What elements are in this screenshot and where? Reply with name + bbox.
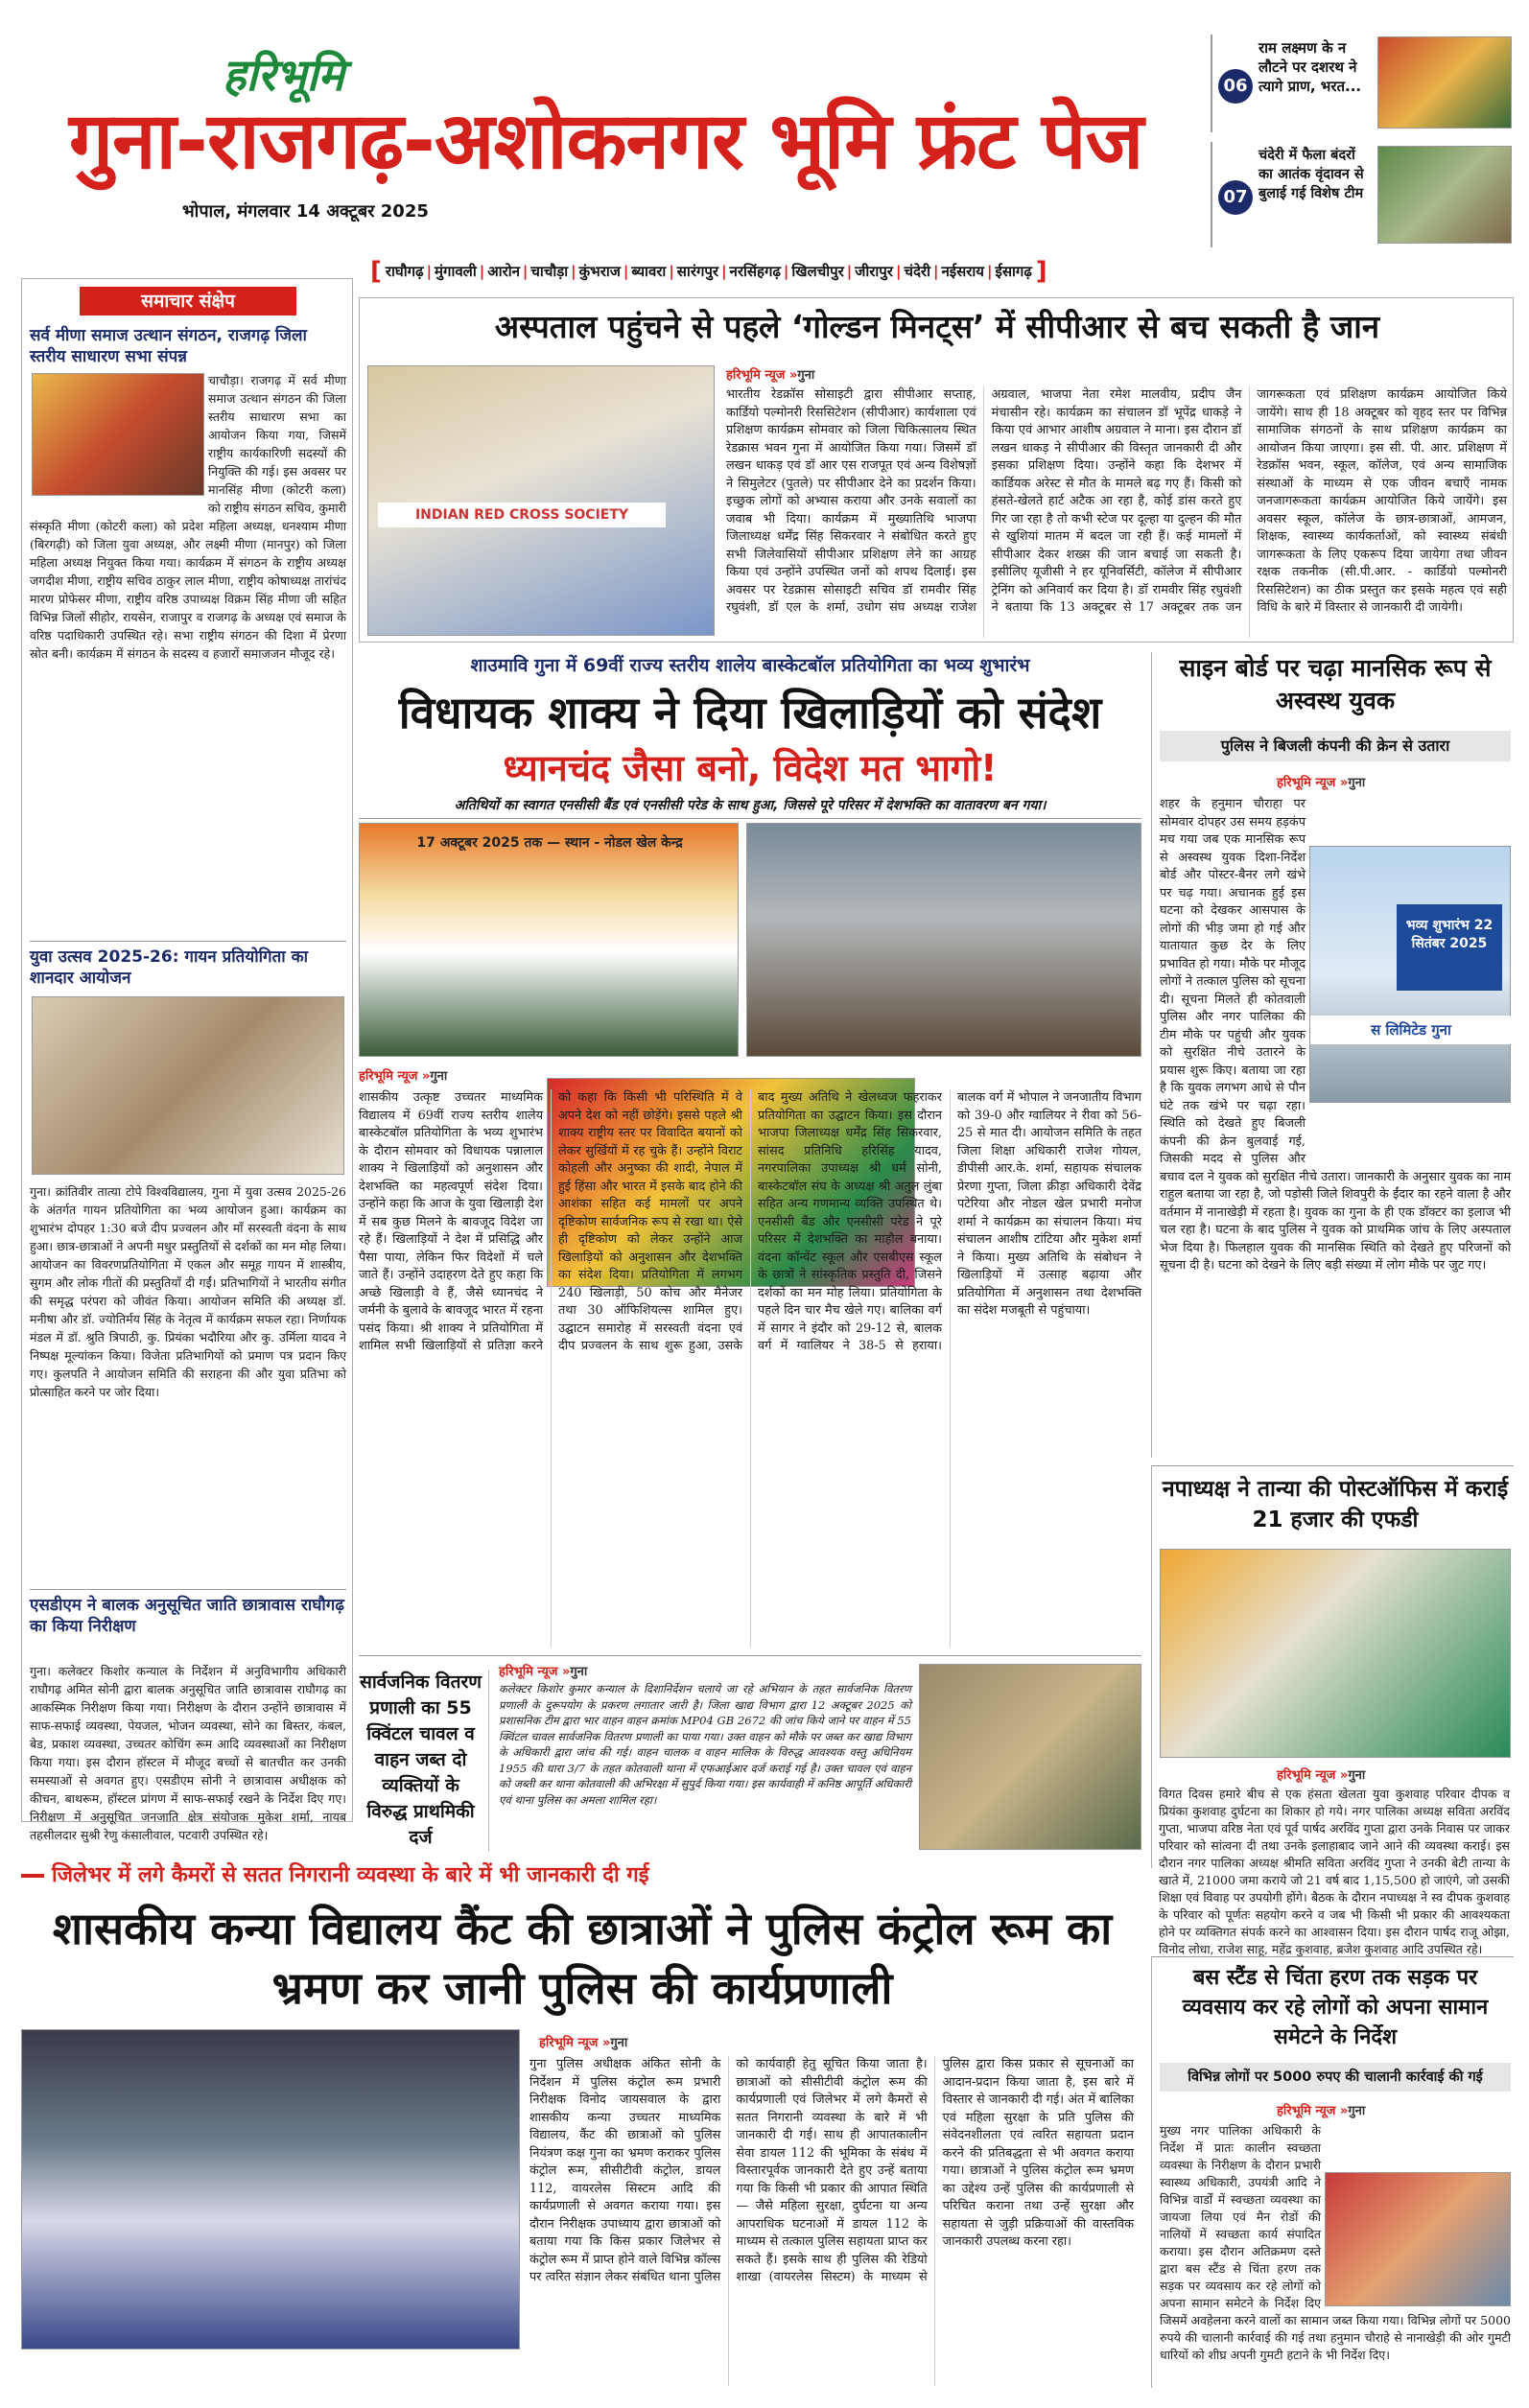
story-body: शहर के हनुमान चौराहा पर सोमवार दोपहर उस समय हड़कंप मच गया जब एक मानसिक रूप से अस्वस्थ युवक दिशा-निर्देश बोर्ड और पोस्टर-बैनर लगे खंभे पर चढ़ गया। अचानक हुई इस घटना को देखकर आसपास के लोगों की भीड़ जमा हो गई और यातायात कुछ देर के लिए प्रभावित हो गया। मौके पर मौजूद लोगों ने तत्काल पुलिस को सूचना दी। सूचना मिलते ही कोतवाली पुलिस और नगर पालिका की टीम मौके पर पहुंची और युवक को सुरक्षित नीचे उतारने के प्रयास शुरू किए। बताया जा रहा है कि युवक लगभग आधे से पौन घंटे तक खंभे पर चढ़ा रहा। स्थिति को देखते हुए बिजली कंपनी की क्रेन बुलवाई गई, जिसकी मदद से पुलिस और बचाव दल ने युवक को सुरक्षित नीचे उतारा। जानकारी के अनुसार युवक का नाम राहुल बताया जा रहा है, जो पड़ोसी जिले शिवपुरी के ईंदार का रहने वाला है और वर्तमान में नानाखेड़ी में रहता है। युवक का गुना के ही एक डॉक्टर का इलाज भी चल रहा है। घटना के बाद पुलिस ने युवक को प्राथमिक जांच के लिए अस्पताल भेज दिया है। फिलहाल युवक की मानसिक स्थिति को देखते हुए परिजनों को सूचना दी है। घटना को देखने के लिए बड़ी संख्या में लोग मौके पर जुट गए।	[1160, 797, 1511, 1273]
nav-separator: |	[623, 263, 629, 280]
lead-photo	[367, 365, 715, 636]
story-subhead: विभिन्न लोगों पर 5000 रुपए की चालानी कार्रवाई की गई	[1160, 2063, 1511, 2092]
teaser-text: राम लक्ष्मण के न लौटने पर दशरथ ने त्यागे प्राण, भरत...	[1258, 39, 1362, 95]
divider	[30, 1589, 346, 1590]
sidebar	[21, 278, 353, 1842]
story-photo	[1160, 1549, 1511, 1758]
nav-separator: |	[479, 263, 485, 280]
story-kicker: शाउमावि गुना में 69वीं राज्य स्तरीय शालेय बास्केटबॉल प्रतियोगिता का भव्य शुभारंभ	[470, 655, 1030, 676]
nav-item[interactable]: जीरापुर	[855, 263, 893, 280]
signboard-story	[1151, 652, 1514, 1458]
sidebar-heading: समाचार संक्षेप	[80, 287, 296, 316]
brand-logo: हरिभूमि	[223, 49, 344, 101]
double-chevron-icon: »	[1339, 2104, 1349, 2118]
lead-body: भारतीय रेडक्रॉस सोसाइटी द्वारा सीपीआर सप्ताह, कार्डियो पल्मोनरी रिससिटेशन (सीपीआर) कार्यशाला एवं प्रशिक्षण कार्यक्रम सोमवार को जिला चिकित्सालय स्थित रेडक्रास भवन गुना में आयोजित किया गया। जिसमें डॉ लखन धाकड़ एवं डॉ आर एस राजपूत एवं अन्य विशेषज्ञों ने सिमुलेटर (पुतले) पर सीपीआर देने का प्रदर्शन किया। इच्छुक लोगों को अभ्यास कराया और उनके सवालों का जवाब भी दिया। कार्यक्रम में मुख्यातिथि भाजपा जिलाध्यक्ष धर्मेंद्र सिंह सिकरवार ने संबोधित करते हुए सभी जिलेवासियों सीपीआर प्रशिक्षण लेने का आग्रह किया एवं उन्होंने उपस्थित जनों को शपथ दिलाई। इस अवसर पर रेडक्रास सोसाइटी सचिव डॉ रामवीर सिंह रघुवंशी, डॉ एल के शर्मा, उधोग संघ अध्यक्ष राजेश अग्रवाल, भाजपा नेता रमेश मालवीय, प्रदीप जैन मंचासीन रहे। कार्यक्रम का संचालन डॉ भूपेंद्र धाकड़े ने किया एवं आभार आशीष अग्रवाल ने माना। इस दौरान डॉ लखन धाकड़ ने सीपीआर की विस्तृत जानकारी दी और इसका प्रशिक्षण दिया। उन्होंने कहा कि देशभर में कार्डियक अरेस्ट से मौत के मामले बढ़ गए हैं। किसी को हंसते-खेलते हार्ट अटैक आ रहा है, कोई डांस करते हुए गिर जा रहा है तो कभी स्टेज पर दूल्हा या दुल्हन की मौत से खुशियां मातम में बदल जा रही हैं। कई मामलों में सीपीआर देकर शख्स की जान बचाई जा सकती है। इसीलिए यूजीसी ने हर यूनिवर्सिटी, कॉलेज में सीपीआर ट्रेनिंग को अनिवार्य कर दिया है। डॉ रामवीर सिंह रघुवंशी ने बताया कि 13 अक्टूबर से 17 अक्टूबर तक जन जागरूकता एवं प्रशिक्षण कार्यक्रम आयोजित किये जायेंगे। साथ ही 18 अक्टूबर को वृहद स्तर पर विभिन्न सामाजिक संगठनों के साथ प्रशिक्षण कार्यक्रम का आयोजन किया जाएगा। इस सी. पी. आर. प्रशिक्षण में रेडक्रॉस भवन, स्कूल, कॉलेज, एवं अन्य सामाजिक संस्थाओं के माध्यम से एक जीवन बचाएँ नामक जनजागरूकता कार्यक्रम आयोजित किये जायेंगे। इस अवसर स्कूल, कॉलेज के छात्र-छात्राओं, आमजन, शिक्षक, स्वास्थ्य कार्यकर्ताओं, को स्वास्थ्य संबंधी जागरूकता के लिए एकरूप दिया जायेगा तथा जीवन रक्षक तकनीक (सी.पी.आर. - कार्डियो पल्मोनरी रिससिटेशन) का ठीक प्रस्तुत कर इसके महत्व एवं सही विधि के बारे में विस्तार से जानकारी दी जायेगी।	[726, 387, 1507, 615]
nav-item[interactable]: ब्यावरा	[631, 263, 667, 280]
basketball-story	[359, 652, 1141, 1649]
nav-separator: |	[846, 263, 853, 280]
story-body: कलेक्टर किशोर कुमार कन्याल के दिशानिर्देशन चलाये जा रहे अभियान के तहत सार्वजनिक वितरण प्रणाली के दुरूपयोग के प्रकरण लगातार जारी है। जिला खाद्य विभाग द्वारा 12 अक्टूबर 2025 को प्रशासनिक टीम द्वारा भार वाहन वाहन क्रमांक MP04 GB 2672 की जांच किये जाने पर वाहन में 55 क्विंटल चावल सार्वजनिक वितरण प्रणाली का पाया गया। उक्त वाहन को मौके पर जब्त कर खाद्य विभाग के अधिकारी द्वारा जांच की गई। वाहन चालक व वाहन मालिक के विरुद्ध आवश्यक वस्तु अधिनियम 1955 की धारा 3/7 के तहत कोतवाली थाना में एफआईआर दर्ज कराई गई है। उक्त चावल एवं वाहन को जब्ती कर थाना कोतवाली की अभिरक्षा में सुपुर्द किया गया। इस कार्यवाही में कनिष्ठ आपूर्ति अधिकारी एवं थाना पुलिस का अमला शामिल रहा।	[499, 1682, 911, 1807]
story-headline: साइन बोर्ड पर चढ़ा मानसिक रूप से अस्वस्थ युवक	[1179, 654, 1492, 714]
story-body: गुना पुलिस अधीक्षक अंकित सोनी के निर्देशन में पुलिस कंट्रोल रूम प्रभारी निरीक्षक विनोद जायसवाल के द्वारा शासकीय कन्या उच्चतर माध्यमिक विद्यालय, कैंट की छात्राओं को पुलिस नियंत्रण कक्ष गुना का भ्रमण कराकर पुलिस कंट्रोल रूम, सीसीटीवी कंट्रोल, डायल 112, वायरलेस सिस्टम आदि की कार्यप्रणाली से अवगत कराया गया। इस दौरान निरीक्षक उपाध्याय द्वारा छात्राओं को बताया गया कि किस प्रकार जिलेभर से कंट्रोल रूम में प्राप्त होने वाले विभिन्न कॉल्स पर त्वरित संज्ञान लेकर संबंधित थाना पुलिस को कार्यवाही हेतु सूचित किया जाता है। छात्राओं को सीसीटीवी कंट्रोल रूम की कार्यप्रणाली एवं जिलेभर में लगे कैमरों से सतत निगरानी व्यवस्था के बारे में भी जानकारी दी गई। साथ ही आपातकालीन सेवा डायल 112 की भूमिका के संबंध में विस्तारपूर्वक जानकारी देते हुए उन्हें बताया गया कि किसी भी प्रकार की आपात स्थिति — जैसे महिला सुरक्षा, दुर्घटना या अन्य आपराधिक घटनाओं में डायल 112 के माध्यम से तत्काल पुलिस सहायता प्राप्त कर सकते हैं। इसके साथ ही पुलिस की रेडियो शाखा (वायरलेस सिस्टम) के माध्यम से पुलिस द्वारा किस प्रकार से सूचनाओं का आदान-प्रदान किया जाता है, इस बारे में विस्तार से जानकारी दी गई। अंत में बालिका एवं महिला सुरक्षा के प्रति पुलिस की संवेदनशीलता एवं त्वरित सहायता प्रदान करने की प्रतिबद्धता से भी अवगत कराया गया। छात्राओं ने पुलिस कंट्रोल रूम भ्रमण का उद्देश्य उन्हें पुलिस की कार्यप्रणाली से परिचित कराना तथा उन्हें सुरक्षा और सहायता से जुड़ी प्रक्रियाओं की वास्तविक जानकारी उपलब्ध करना रहा।	[529, 2057, 1134, 2284]
sidebar-item-body: गुना। कलेक्टर किशोर कन्याल के निर्देशन में अनुविभागीय अधिकारी राघौगढ़ अमित सोनी द्वारा बालक अनुसूचित जाति छात्रावास राघौगढ़ का आकस्मिक निरीक्षण किया गया। निरीक्षण के दौरान उन्होंने छात्रावास में साफ-सफाई व्यवस्था, पेयजल, भोजन व्यवस्था, सोने का बिस्तर, कंबल, बेड, प्रकाश व्यवस्था, उच्चतर कोचिंग रूम आदि व्यवस्थाओं का निरीक्षण किया गया। इस दौरान हॉस्टल में मौजूद बच्चों से बातचीत कर उनकी समस्याओं से अवगत हुए। एसडीएम सोनी ने छात्रावास अधीक्षक को कीचन, बाथरूम, हॉस्टल प्रांगण में साफ-सफाई रखने के निर्देश दिए गए। निरीक्षण में अनुसूचित जनजाति क्षेत्र संयोजक मुकेश शर्मा, नायब तहसीलदार सुश्री रेणु कंसालीवाल, पटवारी उपस्थित रहे।	[30, 1664, 346, 1842]
double-chevron-icon: »	[788, 368, 798, 383]
school-story	[21, 1860, 1141, 2388]
story-body: मुख्य नगर पालिका अधिकारी के निर्देश में प्रातः कालीन स्वच्छता व्यवस्था के निरीक्षण के दौरान प्रभारी स्वास्थ्य अधिकारी, उपयंत्री आदि ने विभिन्न वार्डों में स्वच्छता व्यवस्था का जायजा लिया एवं मैन रोडों की नालियों में स्वच्छता कार्य संपादित कराया। इस दौरान अतिक्रमण दस्ते द्वारा बस स्टैंड से चिंता हरण तक सड़क पर व्यवसाय कर रहे लोगों को अपना सामान समेटने के निर्देश दिए जिसमें अवहेलना करने वालों का सामान जब्त किया गया। विभिन्न लोगों पर 5000 रुपये की चालानी कार्रवाई की गई तथा हनुमान चौराहे से नानाखेड़ी की ओर गुमटी धारियों को शीघ्र अपनी गुमटी हटाने के भी निर्देश दिए।	[1160, 2123, 1511, 2362]
story-tagline: अतिथियों का स्वागत एनसीसी बैंड एवं एनसीसी परेड के साथ हुआ, जिससे पूरे परिसर में देशभक्ति का वातावरण बन गया।	[359, 796, 1141, 819]
rice-story	[359, 1655, 1141, 1853]
nav-item[interactable]: आरोन	[487, 263, 520, 280]
nav-separator: |	[522, 263, 529, 280]
story-headline: सार्वजनिक वितरण प्रणाली का 55 क्विंटल चावल व वाहन जब्त दो व्यक्तियों के विरुद्ध प्राथमिकी दर्ज	[359, 1670, 489, 1852]
story-headline: विधायक शाक्य ने दिया खिलाड़ियों को संदेश	[398, 687, 1102, 738]
story-photo	[919, 1664, 1141, 1850]
double-chevron-icon: »	[1339, 1768, 1349, 1783]
edition-title: गुना-राजगढ़-अशोकनगर भूमि फ्रंट पेज	[69, 96, 1143, 187]
nav-item[interactable]: चंदेरी	[904, 263, 930, 280]
nav-item[interactable]: चाचौड़ा	[530, 263, 569, 280]
page-number-badge: 06	[1218, 69, 1253, 104]
teaser-box[interactable]	[1211, 35, 1514, 132]
sidebar-item-title: सर्व मीणा समाज उत्थान संगठन, राजगढ़ जिला स्तरीय साधारण सभा संपन्न	[30, 326, 307, 366]
byline: हरिभूमि न्यूज »गुना	[499, 1665, 588, 1679]
story-subhead: पुलिस ने बिजली कंपनी की क्रेन से उतारा	[1160, 731, 1511, 761]
nav-separator: |	[895, 263, 902, 280]
photo-board: स लिमिटेड गुना	[1310, 1016, 1512, 1044]
story-kicker: जिलेभर में लगे कैमरों से सतत निगरानी व्यवस्था के बारे में भी जानकारी दी गई	[52, 1863, 649, 1887]
story-headline: बस स्टैंड से चिंता हरण तक सड़क पर व्यवसाय कर रहे लोगों को अपना सामान समेटने के निर्देश	[1182, 1966, 1489, 2049]
nav-separator: |	[783, 263, 789, 280]
story-headline: शासकीय कन्या विद्यालय कैंट की छात्राओं ने पुलिस कंट्रोल रूम का भ्रमण कर जानी पुलिस की कार्यप्रणाली	[52, 1903, 1113, 2014]
nav-item[interactable]: ईसागढ़	[995, 263, 1032, 280]
nav-separator: |	[571, 263, 576, 280]
double-chevron-icon: »	[561, 1665, 571, 1679]
nav-item[interactable]: राघौगढ़	[385, 263, 424, 280]
story-subhead: ध्यानचंद जैसा बनो, विदेश मत भागो!	[503, 747, 998, 789]
byline: हरिभूमि न्यूज »गुना	[539, 2036, 628, 2050]
sidebar-item-photo	[32, 996, 344, 1175]
sidebar-item-title: युवा उत्सव 2025-26: गायन प्रतियोगिता का शानदार आयोजन	[30, 947, 309, 988]
story-photo-court	[746, 823, 1141, 1057]
photo-banner: 17 अक्टूबर 2025 तक — स्थान - नोडल खेल केन्द्र	[416, 835, 683, 851]
photo-sign: भव्य शुभारंभ 22 सितंबर 2025	[1397, 904, 1502, 991]
sidebar-item-body: गुना। क्रांतिवीर तात्या टोपे विश्वविद्यालय, गुना में युवा उत्सव 2025-26 के अंतर्गत गायन प्रतियोगिता का भव्य आयोजन हुआ। कार्यक्रम का शुभारंभ दोपहर 1:30 बजे दीप प्रज्वलन और माँ सरस्वती वंदना के साथ हुआ। छात्र-छात्राओं ने अपनी मधुर प्रस्तुतियों से दर्शकों का मन मोह लिया। आयोजन का विवरणप्रतियोगिता में एकल और समूह गायन में शास्त्रीय, सुगम और लोक गीतों की प्रस्तुतियाँ दी गईं। प्रतिभागियों ने भारतीय संगीत की समृद्ध परंपरा को जीवंत किया। आयोजन समिति की अध्यक्ष डॉ. मनीषा और डॉ. ज्योतिर्मय सिंह के नेतृत्व में कार्यक्रम सफल रहा। निर्णायक मंडल में डॉ. श्रुति त्रिपाठी, कु. प्रियंका भदौरिया और कु. उर्मिला यादव ने निष्पक्ष मूल्यांकन किया। विजेता प्रतिभागियों को प्रमाण पत्र प्रदान किए गए। कुलपति ने आयोजन समिति की सराहना की और युवा प्रतिभा को प्रोत्साहित करने पर जोर दिया।	[30, 1184, 346, 1399]
byline: हरिभूमि न्यूज »गुना	[359, 1069, 448, 1084]
nav-separator: |	[987, 263, 993, 280]
story-body: शासकीय उत्कृष्ट उच्चतर माध्यमिक विद्यालय में 69वीं राज्य स्तरीय शालेय बास्केटबॉल प्रतियोगिता के भव्य शुभारंभ के दौरान सोमवार को विधायक पन्नालाल शाक्य ने खिलाड़ियों को अनुशासन और देशभक्ति का महत्वपूर्ण संदेश दिया। उन्होंने कहा कि आज के युवा खिलाड़ी देश में सब कुछ मिलने के बावजूद विदेश जा रहे हैं। खिलाड़ियों ने देश में प्रसिद्धि और पैसा पाया, लेकिन फिर विदेशों में चले जाते हैं। उन्होंने उदाहरण देते हुए कहा कि अच्छे खिलाड़ी वे हैं, जैसे ध्यानचंद ने जर्मनी के बुलावे के बावजूद भारत में रहना पसंद किया। श्री शाक्य ने प्रतियोगिता में शामिल सभी खिलाड़ियों से प्रतिज्ञा करने को कहा कि किसी भी परिस्थिति में वे अपने देश को नहीं छोड़ेंगे। इससे पहले श्री शाक्य राष्ट्रीय स्तर पर विवादित बयानों को लेकर सुर्खियों में रह चुके हैं। उन्होंने विराट कोहली और अनुष्का की शादी, नेपाल में हुई हिंसा और भारत में इसके बाद होने की आशंका सहित कई मामलों पर अपने दृष्टिकोण सार्वजनिक रूप से रखा था। ऐसे ही दृष्टिकोण को लेकर उन्होंने आज खिलाड़ियों को अनुशासन और देशभक्ति का संदेश दिया। प्रतियोगिता में लगभग 240 खिलाड़ी, 50 कोच और मैनेजर तथा 30 ऑफिशियल्स शामिल हुए। उद्घाटन समारोह में सरस्वती वंदना एवं दीप प्रज्वलन के साथ शुरू हुआ, उसके बाद मुख्य अतिथि ने खेलध्वज फहराकर प्रतियोगिता का उद्घाटन किया। इस दौरान भाजपा जिलाध्यक्ष धर्मेंद्र सिंह सिकरवार, सांसद प्रतिनिधि हरिसिंह यादव, नगरपालिका उपाध्यक्ष श्री धर्म सोनी, बास्केटबॉल संघ के अध्यक्ष श्री अतुल लुंबा सहित अन्य गणमान्य व्यक्ति उपस्थित थे। एनसीसी बैंड और एनसीसी परेड ने पूरे परिसर में देशभक्ति का माहौल बनाया। वंदना कॉन्वेंट स्कूल और एसबीएस स्कूल के छात्रों ने सांस्कृतिक प्रस्तुति दी, जिसने दर्शकों का मन मोह लिया। प्रतियोगिता के पहले दिन चार मैच खेले गए। बालिका वर्ग में सागर ने इंदौर को 29-12 से, बालक वर्ग में ग्वालियर ने 38-5 से हराया। बालक वर्ग में भोपाल ने जनजातीय विभाग को 39-0 और ग्वालियर ने रीवा को 56-25 से मात दी। आयोजन समिति के तहत जिला शिक्षा अधिकारी राजेश गोयल, डीपीसी आर.के. शर्मा, सहायक संचालक प्रेरणा गुप्ता, जिला क्रीड़ा अधिकारी देवेंद्र पटेरिया और नोडल खेल प्रभारी मनोज शर्मा ने कार्यक्रम का संचालन किया। मंच संचालन आशीष टांटिया और मुकेश शर्मा ने किया। मुख्य अतिथि के संबोधन ने खिलाड़ियों में उत्साह बढ़ाया और प्रतियोगिता में अनुशासन तथा देशभक्ति का संदेश मजबूती से पहुंचाया।	[359, 1090, 1141, 1353]
nav-separator: |	[426, 263, 433, 280]
nav-item[interactable]: मुंगावली	[435, 263, 477, 280]
nav-item[interactable]: नरसिंहगढ़	[729, 263, 781, 280]
nav-bracket: ]	[1035, 257, 1047, 286]
photo-banner: INDIAN RED CROSS SOCIETY	[378, 503, 666, 527]
nav-separator: |	[721, 263, 727, 280]
fd-body: विगत दिवस हमारे बीच से एक हंसता खेलता युवा कुशवाह परिवार दीपक व प्रियंका कुशवाह दुर्घटना का शिकार हो गये। नगर पालिका अध्यक्ष सविता अरविंद गुप्ता, भाजपा वरिष्ठ नेता एवं पूर्व पार्षद अरविंद गुप्ता द्वारा उनके निवास पर जाकर परिवार को सांत्वना दी तथा उनके इलाहाबाद जाने आने की व्यवस्था कराई। इस दौरान नगर पालिका अध्यक्ष श्रीमति सविता अरविंद गुप्ता ने उनकी बेटी तान्या के खाते में, 21000 जमा कराये जो 21 वर्ष बाद 1,15,500 हो जाएंगे, जो उसकी शिक्षा एवं विवाह पर उपयोगी होंगे। बैठक के दौरान नपाध्यक्ष ने स्व दीपक कुशवाह के परिवार को पूर्णतः सहयोग करने व जब भी किसी भी प्रकार की आवश्यकता होने पर व्यक्तिगत संपर्क करने का आश्वासन दिया। इस दौरान पार्षद राजू ओझा, विनोद लोधा, राजेश साहू, महेंद्र कुशवाह, ब्रजेश कुशवाह आदि उपस्थित रहे।	[1159, 1787, 1510, 1956]
bus-story	[1151, 1956, 1514, 2388]
nav-item[interactable]: खिलचीपुर	[791, 263, 844, 280]
story-photo-main	[359, 823, 739, 1057]
byline: हरिभूमि न्यूज »गुना	[1277, 2104, 1366, 2118]
teaser-photo	[1377, 36, 1512, 129]
dateline: भोपाल, मंगलवार 14 अक्टूबर 2025	[182, 201, 429, 222]
page-number-badge: 07	[1218, 180, 1253, 215]
nav-item[interactable]: कुंभराज	[578, 263, 621, 280]
story-headline: नपाध्यक्ष ने तान्या की पोस्टऑफिस में कराई 21 हजार की एफडी	[1162, 1477, 1509, 1532]
divider	[30, 941, 346, 942]
teaser-text: चंदेरी में फैला बंदरों का आतंक वृंदावन से बुलाई गई विशेष टीम	[1258, 148, 1364, 201]
nav-item[interactable]: सारंगपुर	[676, 263, 719, 280]
byline: हरिभूमि न्यूज »गुना	[1277, 776, 1366, 790]
byline: हरिभूमि न्यूज »गुना	[726, 368, 815, 383]
nav-separator: |	[932, 263, 939, 280]
double-chevron-icon: »	[421, 1069, 431, 1084]
lead-story	[359, 297, 1514, 643]
sidebar-item-body: चाचौड़ा। राजगढ़ में सर्व मीणा समाज उत्थान संगठन की जिला स्तरीय साधारण सभा का आयोजन किया गया, जिसमें राष्ट्रीय कार्यकारिणी सदस्यों की नियुक्ति की गई। इस अवसर पर मानसिंह मीणा (कोटरी कला) को राष्ट्रीय संगठन सचिव, कुमारी संस्कृति मीणा (कोटरी कला) को प्रदेश महिला अध्यक्ष, धनश्याम मीणा (बिरगढ़ी) को जिला युवा अध्यक्ष, और लक्ष्मी मीणा (मानपुर) को जिला महिला अध्यक्ष नियुक्त किया गया। कार्यक्रम में संगठन के राष्ट्रीय अध्यक्ष जगदीश मीणा, राष्ट्रीय सचिव ठाकुर लाल मीणा, राष्ट्रीय कोषाध्यक्ष तारांचंद मारण प्रोफेसर मीणा, राष्ट्रीय वरिष्ठ उपाध्यक्ष विक्रम सिंह मीणा जी सहित विभिन्न जिलों सीहोर, रायसेन, राजापुर व राजगढ़ के अध्यक्ष एवं समाज के वरिष्ठ पदाधिकारी उपस्थित रहे। सभा राष्ट्रीय संगठन की दिशा में प्रेरणा स्रोत बनी। कार्यक्रम में संगठन के सदस्य व हजारों समाजजन मौजूद रहे।	[30, 373, 346, 661]
lead-headline: अस्पताल पहुंचने से पहले ‘गोल्डन मिनट्स’ में सीपीआर से बच सकती है जान	[494, 308, 1380, 345]
double-chevron-icon: »	[601, 2036, 611, 2050]
byline: हरिभूमि न्यूज »गुना	[1277, 1768, 1366, 1783]
sidebar-item-title: एसडीएम ने बालक अनुसूचित जाति छात्रावास राघौगढ़ का किया निरीक्षण	[30, 1596, 344, 1636]
teaser-photo	[1377, 146, 1512, 244]
nav-bracket: [	[370, 257, 382, 286]
kicker-rule	[21, 1874, 44, 1878]
locality-nav[interactable]	[370, 257, 1387, 286]
teaser-box[interactable]	[1211, 142, 1514, 247]
story-photo	[21, 2029, 520, 2350]
nav-item[interactable]: नईसराय	[941, 263, 984, 280]
nav-separator: |	[669, 263, 674, 280]
double-chevron-icon: »	[1339, 776, 1349, 790]
